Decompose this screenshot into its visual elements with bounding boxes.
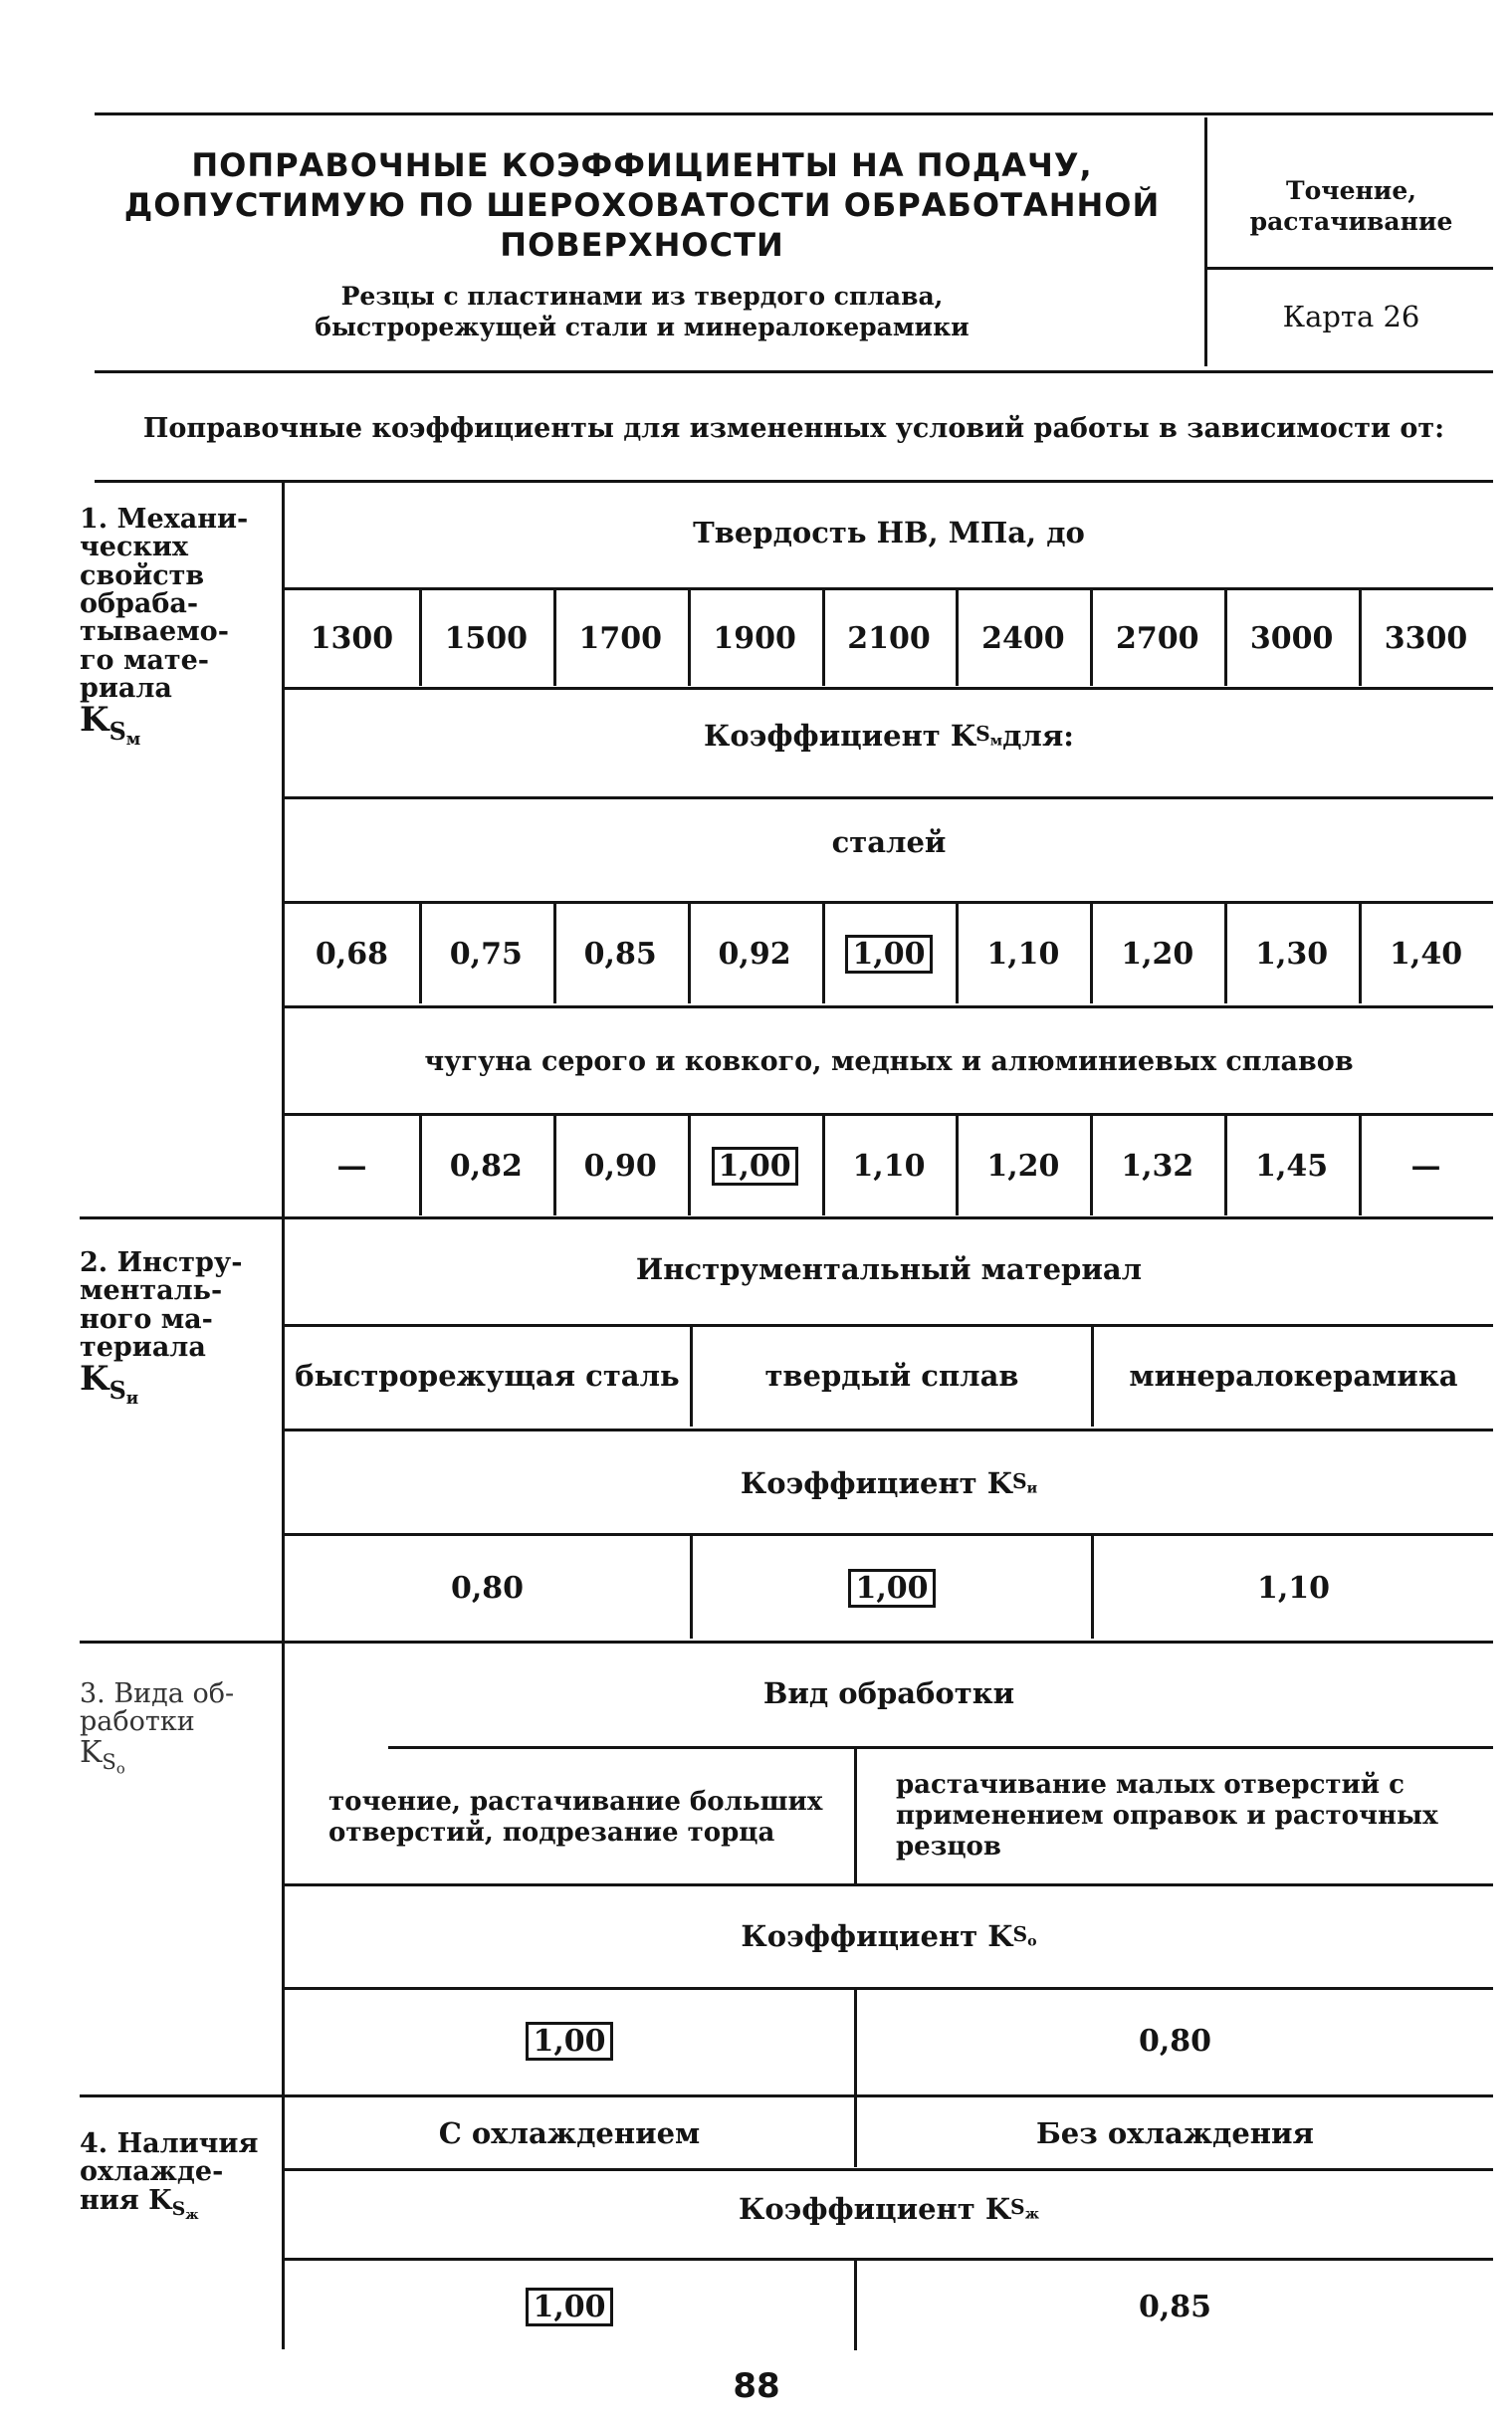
hardness-header: Твердость НВ, МПа, до xyxy=(693,516,1085,550)
section2-label: 2. Инстру- менталь- ного ма- териала $K_{S_и}$ xyxy=(80,1247,243,1408)
processing-type-header: Вид обработки xyxy=(762,1676,1015,1710)
section2-bottom-rule xyxy=(80,1641,1493,1644)
coef-ki-header: Коэффициент K $S_и$ xyxy=(740,1466,1038,1500)
header-card-rule xyxy=(1206,267,1493,270)
page-title: ПОПРАВОЧНЫЕ КОЭФФИЦИЕНТЫ НА ПОДАЧУ, ДОПУСТИМУЮ ПО ШЕРОХОВАТОСТИ ОБРАБОТАННОЙ ПОВЕРХНОСТИ xyxy=(123,146,1161,264)
hardness-cell: 2700 xyxy=(1116,620,1199,656)
hardness-cell: 2100 xyxy=(847,620,931,656)
steel-coef-cell: 1,00 xyxy=(822,916,957,991)
page-subtitle: Резцы с пластинами из твердого сплава, быстрорежущей стали и минералокерамики xyxy=(315,282,970,342)
ki-value-hard-alloy: 1,00 xyxy=(693,1553,1091,1623)
material-hss: быстрорежущая сталь xyxy=(295,1359,680,1393)
section4-label: 4. Наличия охлажде- ния $K_{S_ж}$ xyxy=(80,2128,259,2224)
intro-rule xyxy=(95,480,1493,483)
tool-material-header: Инструментальный материал xyxy=(635,1252,1143,1286)
coef-km-header: Коэффициент K $S_м$ для: xyxy=(704,719,1074,753)
steel-coef-cell: 1,10 xyxy=(986,936,1060,972)
section3-bottom-rule xyxy=(80,2094,1493,2097)
operation-label: Точение, растачивание xyxy=(1249,176,1453,237)
card-number: Карта 26 xyxy=(1282,300,1420,333)
ki-value-hss: 0,80 xyxy=(450,1570,525,1606)
processing-type-large: точение, растачивание больших отверстий, подрезание торца xyxy=(328,1787,823,1849)
iron-coef-cell: 1,32 xyxy=(1121,1148,1194,1184)
hardness-cell: 1700 xyxy=(578,620,662,656)
page-number: 88 xyxy=(733,2366,780,2406)
steel-coef-cell: 0,85 xyxy=(583,936,657,972)
option-without-cooling: Без охлаждения xyxy=(1036,2116,1314,2150)
section3-label: 3. Вида об- работки $K_{S_о}$ xyxy=(80,1678,235,1778)
header-bottom-rule xyxy=(95,370,1493,373)
steel-coef-cell: 1,20 xyxy=(1121,936,1194,972)
section1-label: 1. Механи- ческих свойств обраба- тываемо- го мате- риала $K_{S_м}$ xyxy=(80,504,249,749)
processing-type-small: растачивание малых отверстий с применением оправок и расточных резцов xyxy=(896,1770,1438,1863)
steel-coef-cell: 0,92 xyxy=(718,936,791,972)
iron-coef-cell: 1,20 xyxy=(986,1148,1060,1184)
steel-coef-cell: 1,40 xyxy=(1390,936,1463,972)
ko-value-small: 0,80 xyxy=(1138,2023,1212,2059)
iron-coef-cell: 0,90 xyxy=(583,1148,657,1184)
hardness-cell: 1500 xyxy=(444,620,529,656)
steel-coef-cell: 0,68 xyxy=(315,936,388,972)
kzh-value-cooling: 1,00 xyxy=(285,2272,854,2341)
coef-ko-header: Коэффициент K $S_о$ xyxy=(741,1919,1037,1953)
material-hard-alloy: твердый сплав xyxy=(764,1359,1019,1393)
section1-bottom-rule xyxy=(80,1216,1493,1219)
iron-coef-cell: — xyxy=(336,1148,367,1184)
ki-value-ceramic: 1,10 xyxy=(1256,1570,1331,1606)
iron-header: чугуна серого и ковкого, медных и алюминиевых сплавов xyxy=(424,1045,1354,1077)
iron-coef-cell: — xyxy=(1410,1148,1441,1184)
option-with-cooling: С охлаждением xyxy=(438,2116,701,2150)
iron-coef-cell: 1,00 xyxy=(688,1128,822,1204)
kzh-value-no-cooling: 0,85 xyxy=(1138,2289,1212,2324)
steel-coef-cell: 1,30 xyxy=(1255,936,1329,972)
iron-coef-cell: 1,10 xyxy=(852,1148,926,1184)
ko-value-large: 1,00 xyxy=(285,2006,854,2076)
material-ceramic: минералокерамика xyxy=(1129,1359,1458,1393)
hardness-cell: 3000 xyxy=(1249,620,1334,656)
hardness-cell: 2400 xyxy=(981,620,1065,656)
steel-coef-cell: 0,75 xyxy=(449,936,523,972)
intro-text: Поправочные коэффициенты для измененных условий работы в зависимости от: xyxy=(142,412,1445,444)
iron-coef-cell: 0,82 xyxy=(449,1148,523,1184)
top-rule xyxy=(95,112,1493,115)
steel-header: сталей xyxy=(831,825,947,859)
hardness-cell: 1900 xyxy=(713,620,796,656)
header-divider xyxy=(1204,117,1207,366)
iron-coef-cell: 1,45 xyxy=(1255,1148,1329,1184)
hardness-cell: 3300 xyxy=(1384,620,1468,656)
coef-kzh-header: Коэффициент K $S_ж$ xyxy=(738,2192,1040,2226)
hardness-cell: 1300 xyxy=(310,620,394,656)
